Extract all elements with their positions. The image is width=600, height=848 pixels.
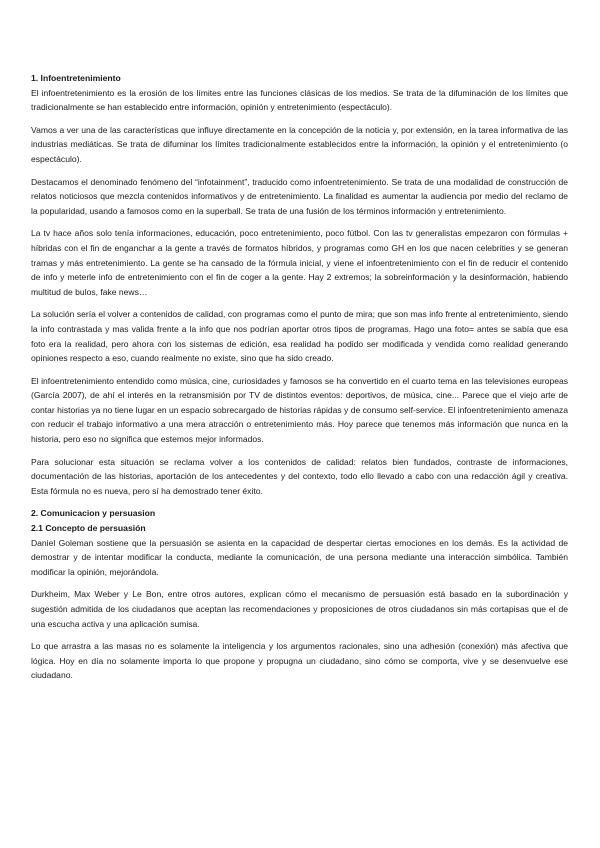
- paragraph: La solución sería el volver a contenidos de calidad, con programas como el punto de mira; que son mas info frente al entretenimiento, siendo la info contrastada y mas valida frente a la info que nos podrían aportar otros tipos de programas. Hago una foto= antes se sabía que esa foto era la realidad, pero ahora con los sistemas de edición, esa realidad ha podido ser modificada y vendida como realidad generando opiniones respecto a eso, cuando realmente no existe, sino que ha sido creado.: [31, 309, 568, 364]
- paragraph: Para solucionar esta situación se reclama volver a los contenidos de calidad: relatos bien fundados, contraste de informaciones, documentación de las historias, aportación de los antecedentes y del contexto, todo ello llevado a cabo con una redacción ágil y creativa. Esta fórmula no es nueva, pero sí ha demostrado tener éxito.: [31, 456, 568, 496]
- paragraph: Vamos a ver una de las características que influye directamente en la concepción de la noticia y, por extensión, en la tarea informativa de las industrias mediáticas. Se trata de difuminar los límites tradicionalmente establecidos entre la información, la opinión y el entretenimiento (o espectáculo).: [31, 124, 568, 164]
- paragraph: La tv hace años solo tenía informaciones, educación, poco entretenimiento, poco fútbol. Con las tv generalistas empezaron con fórmulas + híbridas con el fin de enganchar a la gente a través de formatos híbridos, y programas como GH en los que nacen celebrities y se generan tramas y más entretenimiento. La gente se ha cansado de la fórmula inicial, y viene el infoentretenimiento con el fin de reducir el contenido de info y meterle info de entretenimiento con el fin de coger a la gente. Hay 2 extremos; la sobreinformación y la desinformación, habiendo multitud de bulos, fake news…: [31, 228, 568, 297]
- paragraph: Lo que arrastra a las masas no es solamente la inteligencia y los argumentos racionales, sino una adhesión (conexión) más afectiva que lógica. Hoy en día no solamente importa lo que propone y propugna un ciudadano, sino cómo se comporta, vive y se desenvuelve ese ciudadano.: [31, 641, 568, 681]
- paragraph: Durkheim, Max Weber y Le Bon, entre otros autores, explican cómo el mecanismo de persuasión está basado en la subordinación y sugestión admitida de los ciudadanos que aceptan las recomendaciones y proposiciones de otros ciudadanos sin más cortapisas que el de una escucha activa y una aplicación sumisa.: [31, 589, 568, 629]
- paragraph: El infoentretenimiento es la erosión de los límites entre las funciones clásicas de los medios. Se trata de la difuminación de los límites que tradicionalmente se han establecido entre información, opinión y entretenimiento (espectáculo).: [31, 87, 568, 113]
- section-heading-infoentretenimiento: 1. Infoentretenimiento: [31, 73, 121, 83]
- paragraph: El infoentretenimiento entendido como música, cine, curiosidades y famosos se ha convertido en el cuarto tema en las televisiones europeas (García 2007), de ahí el interés en la retransmisión por TV de distintos eventos: deportivos, de música, cine... Parece que el viejo arte de contar historias ya no tiene lugar en un espacio sobrecargado de historias rápidas y de consumo self-service. El infoentretenimiento amenaza con reducir el trabajo informativo a una mera atracción o entretenimiento más. Hoy parece que tenemos más información que nunca en la historia, pero eso no significa que estemos mejor informados.: [31, 375, 568, 445]
- section-heading-comunicacion: 2. Comunicacion y persuasion: [31, 508, 156, 519]
- paragraph: Daniel Goleman sostiene que la persuasión se asienta en la capacidad de despertar ciertas emociones en los demás. Es la actividad de demostrar y de intentar modificar la conducta, mediante la comunicación, de una persona mediante una interacción simbólica. También modificar la opinión, mejorándola.: [31, 537, 568, 577]
- document-page: [31, 71, 568, 691]
- paragraph: Destacamos el denominado fenómeno del “infotainment”, traducido como infoentretenimiento. Se trata de una modalidad de construcción de relatos noticiosos que mezcla contenidos informativos y de entretenimiento. La finalidad es aumentar la audiencia por medio del reclamo de la popularidad, usando a famosos como en la superball. Se trata de una fusión de los términos información y entretenimiento.: [31, 176, 568, 216]
- subsection-heading-concepto: 2.1 Concepto de persuasión: [31, 523, 146, 534]
